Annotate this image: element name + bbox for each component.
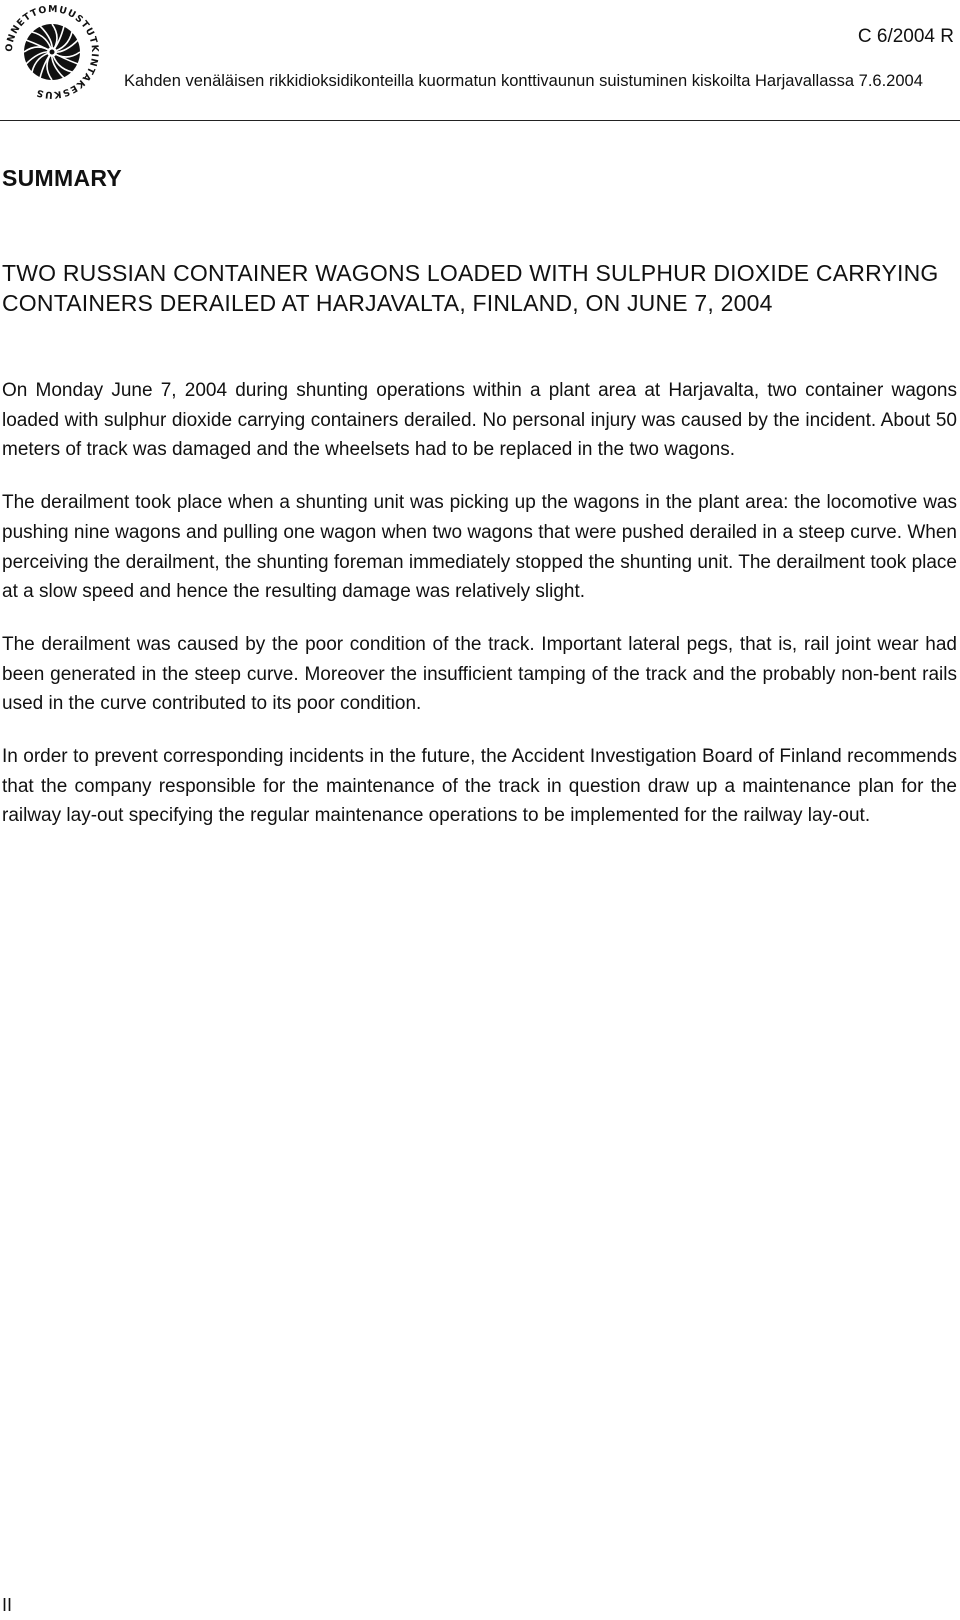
- summary-body: [2, 376, 957, 854]
- accident-investigation-board-logo-icon: [0, 0, 104, 104]
- report-heading: TWO RUSSIAN CONTAINER WAGONS LOADED WITH SULPHUR DIOXIDE CARRYING CONTAINERS DERAILED AT HARJAVALTA, FINLAND, ON JUNE 7, 2004: [2, 260, 939, 316]
- paragraph-recommendation: In order to prevent corresponding incidents in the future, the Accident Investigation Board of Finland recommends that the company responsible for the maintenance of the track in question draw up a maintenance plan for the railway lay-out specifying the regular maintenance operations to be implemented for the railway lay-out.: [2, 746, 957, 827]
- header-title: Kahden venäläisen rikkidioksidikonteilla kuormatun konttivaunun suistuminen kiskoilta Harjavallassa 7.6.2004: [124, 72, 923, 90]
- header-divider: [0, 120, 960, 121]
- report-id: C 6/2004 R: [857, 26, 954, 47]
- logo-ring-text: ONNETTOMUUSTUTKINTAKESKUS: [3, 3, 101, 101]
- paragraph-incident: On Monday June 7, 2004 during shunting operations within a plant area at Harjavalta, two container wagons loaded with sulphur dioxide carrying containers derailed. No personal injury was caused by the incident. About 50 meters of track was damaged and the wheelsets had to be replaced in the two wagons.: [2, 380, 957, 461]
- section-title: SUMMARY: [2, 165, 123, 191]
- paragraph-cause: The derailment was caused by the poor condition of the track. Important lateral pegs, that is, rail joint wear had been generated in the steep curve. Moreover the insufficient tamping of the track and the probably non-bent rails used in the curve contributed to its poor condition.: [2, 633, 957, 715]
- page-number: II: [2, 1595, 13, 1615]
- paragraph-derailment-event: The derailment took place when a shunting unit was picking up the wagons in the plant area: the locomotive was pushing nine wagons and pulling one wagon when two wagons that were pushed derailed in a steep curve. When perceiving the derailment, the shunting foreman immediately stopped the shunting unit. The derailment took place at a slow speed and hence the resulting damage was relatively slight.: [2, 492, 957, 603]
